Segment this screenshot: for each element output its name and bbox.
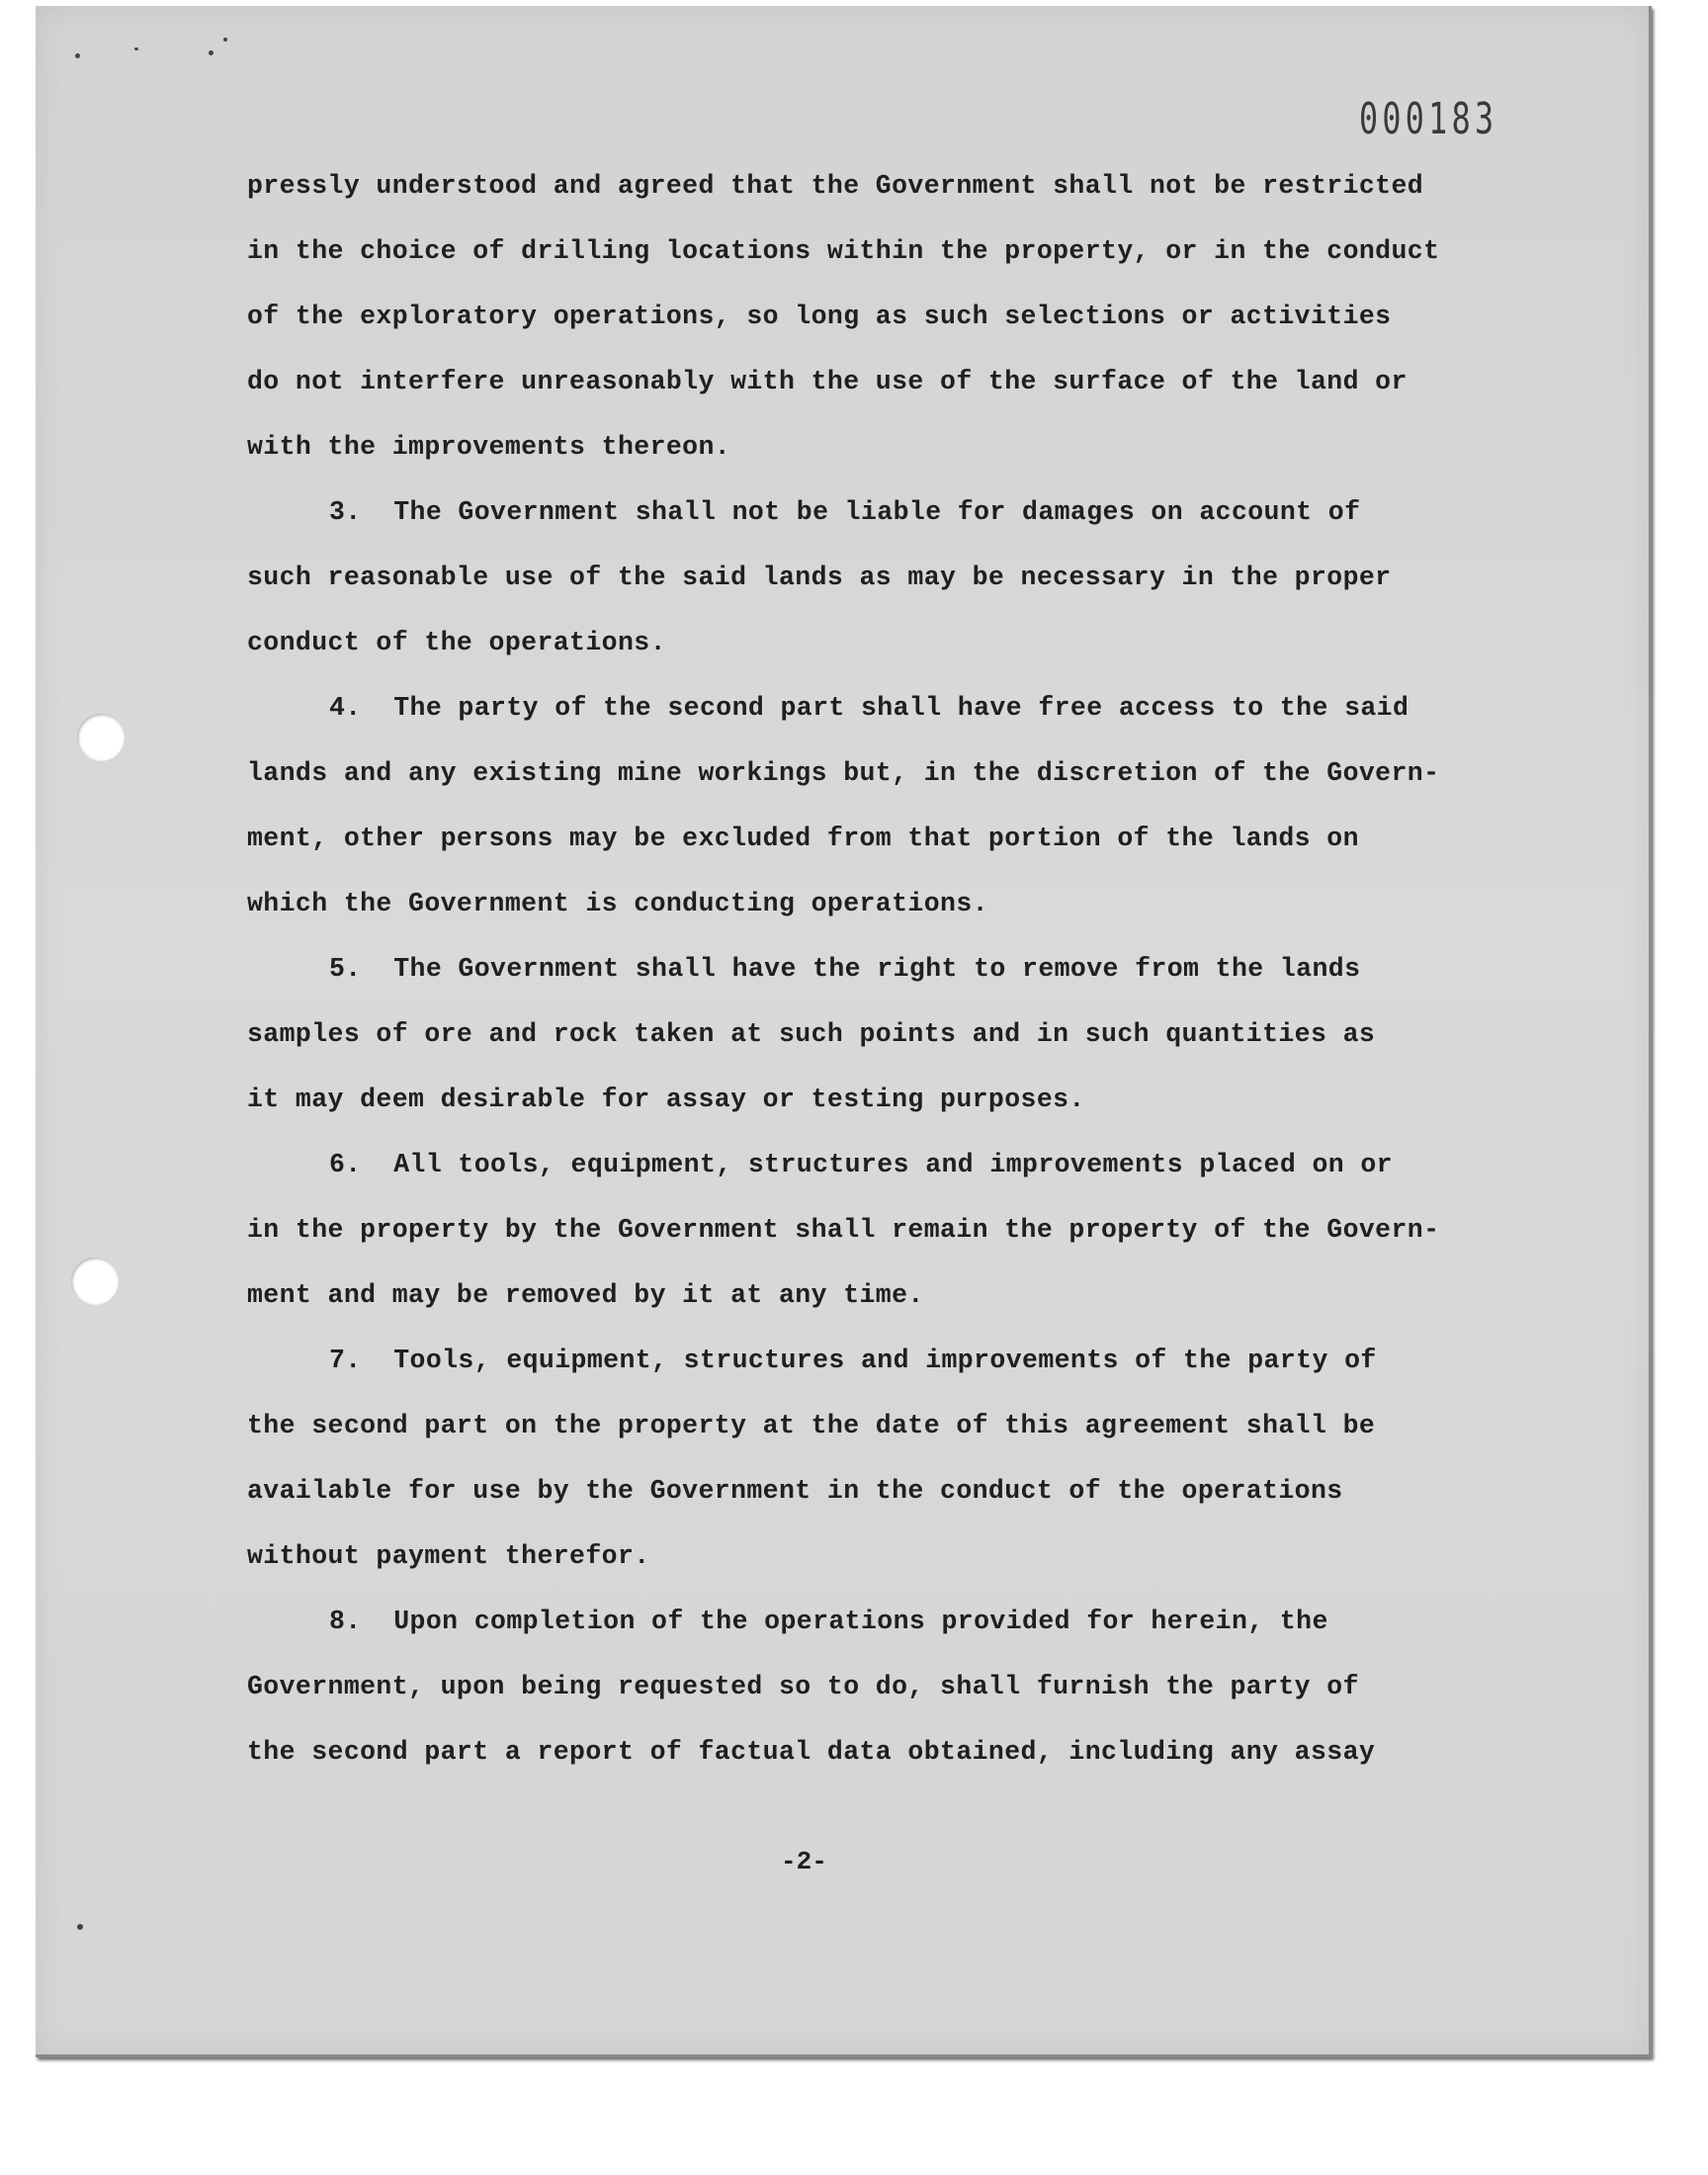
- text-line: Government, upon being requested so to do, shall furnish the party of: [247, 1672, 1359, 1701]
- text-line: such reasonable use of the said lands as may be necessary in the proper: [247, 563, 1392, 592]
- text-line: samples of ore and rock taken at such points and in such quantities as: [247, 1019, 1376, 1049]
- text-line: conduct of the operations.: [247, 628, 666, 657]
- speck: [77, 1924, 83, 1930]
- speck: [209, 50, 214, 55]
- text-line: in the choice of drilling locations within the property, or in the conduct: [247, 236, 1440, 266]
- text-line: the second part a report of factual data obtained, including any assay: [247, 1737, 1376, 1767]
- text-line: available for use by the Government in the conduct of the operations: [247, 1476, 1343, 1506]
- text-line: 6. All tools, equipment, structures and improvements placed on or: [329, 1150, 1393, 1179]
- text-line: do not interfere unreasonably with the use of the surface of the land or: [247, 367, 1408, 396]
- text-line: without payment therefor.: [247, 1541, 650, 1571]
- text-line: 8. Upon completion of the operations provided for herein, the: [329, 1607, 1328, 1636]
- text-line: ment and may be removed by it at any time.: [247, 1280, 924, 1310]
- text-line: which the Government is conducting operations.: [247, 889, 988, 918]
- page-number: -2-: [781, 1847, 827, 1876]
- text-line: the second part on the property at the date of this agreement shall be: [247, 1411, 1376, 1440]
- text-line: ment, other persons may be excluded from that portion of the lands on: [247, 824, 1359, 853]
- text-line: 5. The Government shall have the right to remove from the lands: [329, 954, 1361, 984]
- punch-hole: [71, 1258, 119, 1305]
- text-line: it may deem desirable for assay or testing purposes.: [247, 1085, 1085, 1114]
- speck: [75, 53, 80, 58]
- text-line: 4. The party of the second part shall have free access to the said: [329, 693, 1409, 723]
- speck: [223, 38, 227, 42]
- text-line: of the exploratory operations, so long as such selections or activities: [247, 302, 1392, 331]
- text-line: with the improvements thereon.: [247, 432, 731, 462]
- speck: [134, 47, 138, 50]
- document-body: [247, 153, 1493, 1784]
- document-stamp-number: 000183: [1359, 94, 1498, 144]
- text-line: pressly understood and agreed that the Government shall not be restricted: [247, 171, 1424, 201]
- punch-hole: [77, 714, 125, 761]
- text-line: 7. Tools, equipment, structures and improvements of the party of: [329, 1346, 1377, 1375]
- text-line: 3. The Government shall not be liable for damages on account of: [329, 497, 1361, 527]
- text-line: lands and any existing mine workings but, in the discretion of the Govern-: [247, 758, 1440, 788]
- text-line: in the property by the Government shall remain the property of the Govern-: [247, 1215, 1440, 1245]
